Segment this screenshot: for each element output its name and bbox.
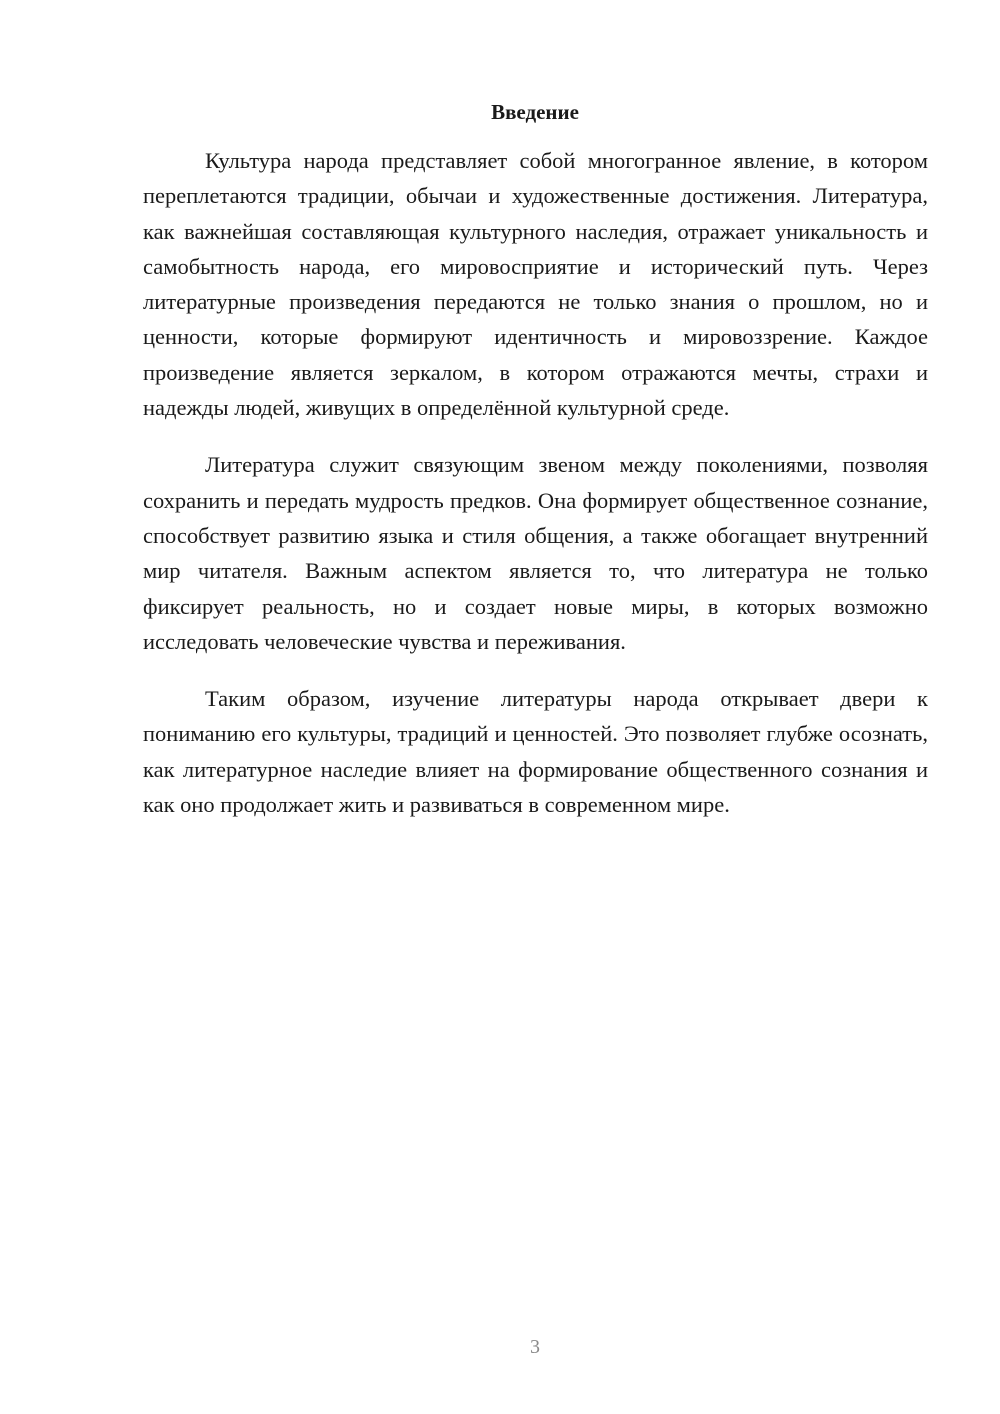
paragraph-3: Таким образом, изучение литературы народа открывает двери к пониманию его культуры, традиций и ценностей. Это позволяет глубже осознать, как литературное наследие влияет на формирование общественного сознания и как оно продолжает жить и развиваться в современном мире. xyxy=(143,686,928,818)
body-text xyxy=(143,143,928,822)
page-number: 3 xyxy=(530,1336,540,1358)
paragraph-2: Литература служит связующим звеном между поколениями, позволяя сохранить и передать мудрость предков. Она формирует общественное сознание, способствует развитию языка и стиля общения, а также обогащает внутренний мир читателя. Важным аспектом является то, что литература не только фиксирует реальность, но и создает новые миры, в которых возможно исследовать человеческие чувства и переживания. xyxy=(143,452,928,654)
section-heading: Введение xyxy=(491,100,579,124)
paragraph-1: Культура народа представляет собой многогранное явление, в котором переплетаются традиции, обычаи и художественные достижения. Литература, как важнейшая составляющая культурного наследия, отражает уникальность и самобытность народа, его мировосприятие и исторический путь. Через литературные произведения передаются не только знания о прошлом, но и ценности, которые формируют идентичность и мировоззрение. Каждое произведение является зеркалом, в котором отражаются мечты, страхи и надежды людей, живущих в определённой культурной среде. xyxy=(143,148,928,421)
